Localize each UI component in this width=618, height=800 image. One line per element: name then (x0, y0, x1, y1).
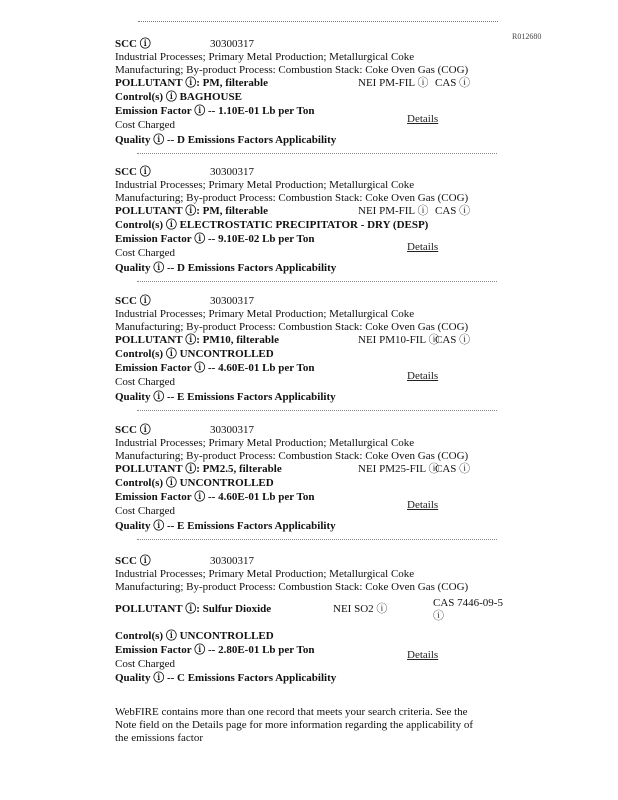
pollutant: POLLUTANT ⓘ: PM10, filterable (115, 334, 279, 346)
process-line-2: Manufacturing; By-product Process: Combustion Stack: Coke Oven Gas (COG) (115, 64, 469, 76)
scc-label: SCC ⓘ (115, 295, 151, 307)
nei-code: NEI PM-FIL ⓘ (358, 205, 429, 217)
process-line-2: Manufacturing; By-product Process: Combustion Stack: Coke Oven Gas (COG) (115, 321, 469, 333)
record-separator (137, 410, 497, 411)
quality: Quality ⓘ -- D Emissions Factors Applicability (115, 262, 337, 274)
process-line-1: Industrial Processes; Primary Metal Production; Metallurgical Coke (115, 51, 415, 63)
record-separator (137, 153, 497, 154)
scc-label: SCC ⓘ (115, 555, 151, 567)
emission-factor: Emission Factor ⓘ -- 4.60E-01 Lb per Ton (115, 491, 315, 503)
footer-line-2: Note field on the Details page for more information regarding the applicability of (115, 719, 473, 731)
quality: Quality ⓘ -- E Emissions Factors Applicability (115, 391, 336, 403)
cas-number: CAS ⓘ (435, 463, 471, 475)
cas-number: CAS ⓘ (435, 205, 471, 217)
footer-note (115, 706, 515, 745)
details-link[interactable]: Details (407, 113, 439, 125)
cas-number: CAS ⓘ (435, 77, 471, 89)
details-link[interactable]: Details (407, 499, 439, 511)
scc-value: 30300317 (210, 38, 254, 50)
nei-code: NEI PM10-FIL ⓘ (358, 334, 440, 346)
document-code: R012680 (512, 32, 542, 41)
details-link[interactable]: Details (407, 370, 439, 382)
record-separator (137, 281, 497, 282)
process-line-2: Manufacturing; By-product Process: Combustion Stack: Coke Oven Gas (COG) (115, 581, 469, 593)
process-line-1: Industrial Processes; Primary Metal Production; Metallurgical Coke (115, 437, 415, 449)
emission-factor: Emission Factor ⓘ -- 4.60E-01 Lb per Ton (115, 362, 315, 374)
emission-factor: Emission Factor ⓘ -- 1.10E-01 Lb per Ton (115, 105, 315, 117)
scc-label: SCC ⓘ (115, 424, 151, 436)
quality: Quality ⓘ -- E Emissions Factors Applicability (115, 520, 336, 532)
record-separator (137, 539, 497, 540)
control: Control(s) ⓘ BAGHOUSE (115, 91, 242, 103)
scc-value: 30300317 (210, 295, 254, 307)
top-dotted-rule (138, 21, 498, 22)
process-line-2: Manufacturing; By-product Process: Combustion Stack: Coke Oven Gas (COG) (115, 192, 469, 204)
cost-charged: Cost Charged (115, 247, 175, 259)
emission-factor: Emission Factor ⓘ -- 2.80E-01 Lb per Ton (115, 644, 315, 656)
scc-label: SCC ⓘ (115, 166, 151, 178)
scc-value: 30300317 (210, 166, 254, 178)
cost-charged: Cost Charged (115, 376, 175, 388)
control: Control(s) ⓘ UNCONTROLLED (115, 348, 274, 360)
control: Control(s) ⓘ UNCONTROLLED (115, 477, 274, 489)
process-line-1: Industrial Processes; Primary Metal Production; Metallurgical Coke (115, 568, 415, 580)
cost-charged: Cost Charged (115, 119, 175, 131)
details-link[interactable]: Details (407, 649, 439, 661)
nei-code: NEI PM25-FIL ⓘ (358, 463, 440, 475)
control: Control(s) ⓘ ELECTROSTATIC PRECIPITATOR - DRY (DESP) (115, 219, 429, 231)
quality: Quality ⓘ -- C Emissions Factors Applicability (115, 672, 337, 684)
cas-info-icon: ⓘ (433, 610, 444, 622)
process-line-2: Manufacturing; By-product Process: Combustion Stack: Coke Oven Gas (COG) (115, 450, 469, 462)
scc-value: 30300317 (210, 424, 254, 436)
nei-code: NEI SO2 ⓘ (333, 603, 388, 615)
nei-code: NEI PM-FIL ⓘ (358, 77, 429, 89)
footer-line-1: WebFIRE contains more than one record that meets your search criteria. See the (115, 706, 468, 718)
pollutant: POLLUTANT ⓘ: Sulfur Dioxide (115, 603, 272, 615)
cas-number: CAS 7446-09-5 (433, 597, 503, 609)
footer-line-3: the emissions factor (115, 732, 203, 744)
pollutant: POLLUTANT ⓘ: PM, filterable (115, 205, 268, 217)
process-line-1: Industrial Processes; Primary Metal Production; Metallurgical Coke (115, 308, 415, 320)
process-line-1: Industrial Processes; Primary Metal Production; Metallurgical Coke (115, 179, 415, 191)
pollutant: POLLUTANT ⓘ: PM2.5, filterable (115, 463, 282, 475)
quality: Quality ⓘ -- D Emissions Factors Applicability (115, 134, 337, 146)
details-link[interactable]: Details (407, 241, 439, 253)
cost-charged: Cost Charged (115, 658, 175, 670)
scc-value: 30300317 (210, 555, 254, 567)
cost-charged: Cost Charged (115, 505, 175, 517)
emission-factor: Emission Factor ⓘ -- 9.10E-02 Lb per Ton (115, 233, 315, 245)
pollutant: POLLUTANT ⓘ: PM, filterable (115, 77, 268, 89)
cas-number: CAS ⓘ (435, 334, 471, 346)
scc-label: SCC ⓘ (115, 38, 151, 50)
control: Control(s) ⓘ UNCONTROLLED (115, 630, 274, 642)
